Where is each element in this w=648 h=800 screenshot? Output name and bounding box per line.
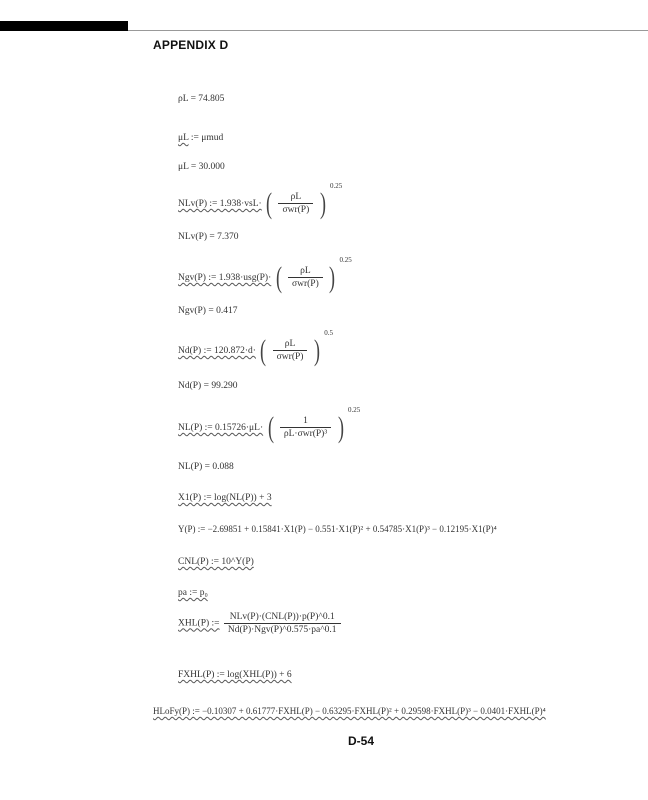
page-title: APPENDIX D — [153, 38, 229, 52]
equation-ngv-value: Ngv(P) = 0.417 — [178, 306, 238, 316]
equation-fxhl-def: FXHL(P) := log(XHL(P)) + 6 — [178, 670, 292, 680]
equation-nd-value: Nd(P) = 99.290 — [178, 381, 238, 391]
equation-rho-l-value: ρL = 74.805 — [178, 94, 225, 104]
equation-mu-l-def — [178, 133, 223, 143]
equation-x1-def: X1(P) := log(NL(P)) + 3 — [178, 493, 272, 503]
equation-nlv-fraction: $\frac{\rho L}{\text{σwr(P)}}$ — [278, 192, 313, 215]
equation-nl-fraction: $\frac{1}{\text{ρL·σwr(P)³}}$ — [280, 416, 331, 439]
equation-nl-lhs: NL(P) := 0.15726·μL· — [178, 423, 264, 433]
equation-cnl-def: CNL(P) := 10^Y(P) — [178, 557, 254, 567]
equation-mu-l-rhs: := μmud — [190, 133, 224, 143]
header-bar — [0, 21, 128, 31]
equation-xhl-lhs: XHL(P) := — [178, 618, 220, 629]
equation-nlv-def: NLv(P) := 1.938·vsL· ( $\frac{\rho L}{\text{σwr(P)}}$ ) $^{0.25}$ — [178, 182, 343, 220]
equation-nl-def: NL(P) := 0.15726·μL· ( $\frac{1}{\text{ρL·σwr(P)³}}$ ) $^{0.25}$ — [178, 406, 361, 444]
equation-nd-fraction: $\frac{\rho L}{\text{σwr(P)}}$ — [273, 339, 308, 362]
header-rule — [128, 30, 648, 31]
equation-hlofy-def: HLoFy(P) := −0.10307 + 0.61777·FXHL(P) − 0.63295·FXHL(P)² + 0.29598·FXHL(P)³ − 0.0401·FXHL(P)⁴ — [153, 706, 546, 716]
equation-nd-def: Nd(P) := 120.872·d· ( $\frac{\rho L}{\text{σwr(P)}}$ ) $^{0.5}$ — [178, 329, 333, 367]
equation-y-def: Y(P) := −2.69851 + 0.15841·X1(P) − 0.551·X1(P)² + 0.54785·X1(P)³ − 0.12195·X1(P)⁴ — [178, 524, 497, 534]
equation-ngv-def: Ngv(P) := 1.938·usg(P)· ( $\frac{\rho L}{\text{σwr(P)}}$ ) $^{0.25}$ — [178, 256, 352, 294]
equation-nlv-value: NLv(P) = 7.370 — [178, 232, 239, 242]
equation-mu-l-value: μL = 30.000 — [178, 162, 225, 172]
page-number: D-54 — [348, 734, 375, 748]
equation-ngv-fraction: $\frac{\rho L}{\text{σwr(P)}}$ — [288, 266, 323, 289]
equation-nl-value: NL(P) = 0.088 — [178, 462, 234, 472]
equation-xhl-def — [178, 612, 343, 635]
equation-pa-def: pa := p₀ — [178, 588, 208, 598]
equation-nlv-lhs: NLv(P) := 1.938·vsL· — [178, 199, 262, 209]
equation-nd-lhs: Nd(P) := 120.872·d· — [178, 346, 256, 356]
equation-xhl-fraction: $\frac{\text{NLv(P)·(CNL(P))·p(P)\textasciicircum{}0.1}}{\text{Nd(P)·Ngv(P)\textasciicircum{}0.575·pa\textasciicircum{}0.1}}$ — [224, 612, 341, 635]
equation-mu-l-lhs: μL — [178, 133, 189, 143]
equation-ngv-lhs: Ngv(P) := 1.938·usg(P)· — [178, 273, 272, 283]
